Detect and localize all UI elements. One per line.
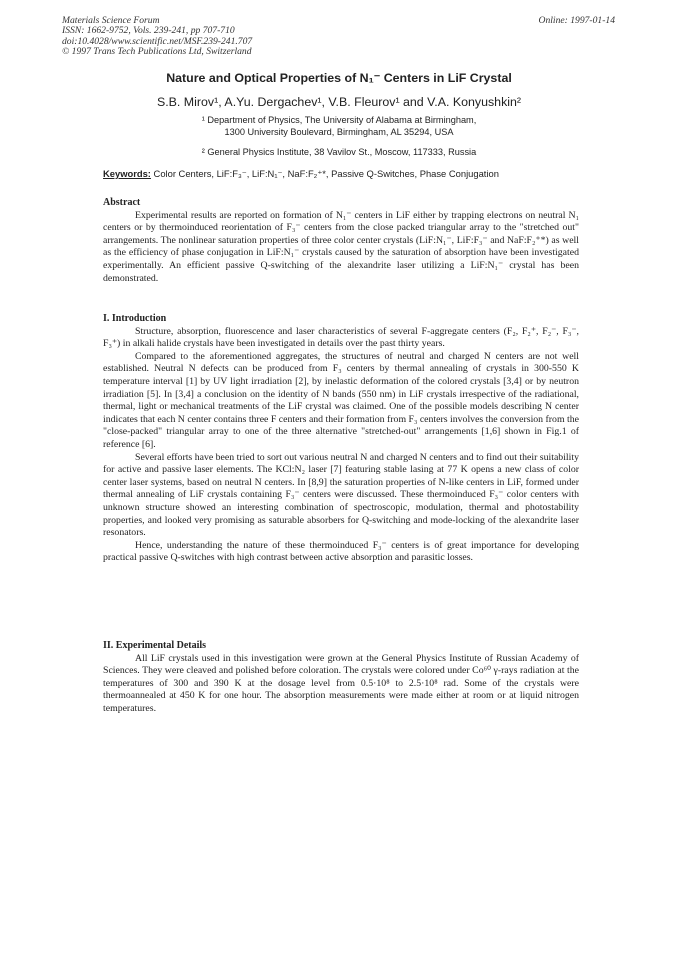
affiliation-2: ² General Physics Institute, 38 Vavilov St., Moscow, 117333, Russia xyxy=(201,147,477,157)
author-list: S.B. Mirov¹, A.Yu. Dergachev¹, V.B. Fleurov¹ and V.A. Konyushkin² xyxy=(156,95,522,109)
experimental-section xyxy=(103,640,579,716)
journal-header xyxy=(62,16,252,58)
affiliation-1 xyxy=(0,114,678,138)
affiliation-1-line-1: ¹ Department of Physics, The University of Alabama at Birmingham, xyxy=(201,115,477,125)
introduction-paragraph-3: Several efforts have been tried to sort out various neutral N and charged N centers and to find out their suitability for active and passive laser elements. The KCl:N₂ laser [7] featuring stable lasing at 77 K opens a new class of color center laser systems, based on neutral N centers. In [8,9] the saturation properties of N-like centers in LiF, formed under thermal annealing of LiF crystals containing F₃⁻ centers were discussed. These thermoinduced F₃⁻ color centers with unknown structure showed an interesting combination of spectroscopic, modulation, thermal and photostability properties, and looked very promising as saturable absorbers for Q-switching and mode-locking of the alexandrite laser resonators. xyxy=(103,451,579,539)
keywords-line xyxy=(103,168,583,180)
introduction-paragraph-1: Structure, absorption, fluorescence and laser characteristics of several F-aggregate centers (F₂, F₂⁺, F₂⁻, F₃⁻, F₃⁺) in alkali halide crystals have been investigated in details over the past thirty years. xyxy=(103,325,579,350)
introduction-paragraph-2: Compared to the aforementioned aggregates, the structures of neutral and charged N centers are not well established. Neutral N defects can be produced from F₃ centers by thermal annealing of crystals in 300-550 K temperature interval [1] by UV light irradiation [2], by inelastic deformation of the colored crystals [3,4] or by neutron irradiation [5]. In [3,4] a conclusion on the identity of N bands (550 nm) in LiF crystals irrespective of the radiational, thermal, light or mechanical treatments of the LiF crystal was claimed. One of the possible models describing N center indicates that each N center contains three F centers and their formation from F₃ centers involves the conversion from the "close-packed" triangular array to one of the three alternative "stretched-out" arrangements [1,6] shown in Fig.1 of reference [6]. xyxy=(103,350,579,450)
introduction-paragraph-4: Hence, understanding the nature of these thermoinduced F₃⁻ centers is of great importance for developing practical passive Q-switches with high contrast between active absorption and parasitic losses. xyxy=(103,539,579,564)
journal-name: Materials Science Forum xyxy=(62,15,160,26)
introduction-section xyxy=(103,313,579,565)
abstract-section xyxy=(103,197,579,285)
copyright-line: © 1997 Trans Tech Publications Ltd, Switzerland xyxy=(62,46,252,58)
abstract-heading: Abstract xyxy=(103,197,141,208)
paper-title: Nature and Optical Properties of N₁⁻ Centers in LiF Crystal xyxy=(166,71,512,85)
experimental-paragraph-1: All LiF crystals used in this investigation were grown at the General Physics Institute of Russian Academy of Sciences. They were cleaved and polished before coloration. The crystals were colored under Co⁶⁰ γ-rays radiation at the temperatures of 300 and 390 K at the dosage level from 0.5·10⁸ to 2.5·10⁸ rad. Some of the crystals were thermoannealed at 450 K for one hour. The absorption measurements were made either at room or at liquid nitrogen temperatures. xyxy=(103,652,579,714)
abstract-text: Experimental results are reported on formation of N₁⁻ centers in LiF either by trapping electrons on neutral N₁ centers or by thermoinduced reorientation of F₃⁻ centers from the close packed triangular array to the "stretched out" arrangements. The nonlinear saturation properties of three color center crystals (LiF:N₁⁻, LiF:F₃⁻ and NaF:F₂⁺*) as well as the efficiency of phase conjugation in LiF:N₁⁻ crystals caused by the saturation of absorption have been investigated experimentally. An efficient passive Q-switching of the alexandrite laser utilizing a LiF:N₁⁻ crystal has been demonstrated. xyxy=(103,209,579,284)
issn-line: ISSN: 1662-9752, Vols. 239-241, pp 707-710 xyxy=(62,25,235,37)
doi-line[interactable]: doi:10.4028/www.scientific.net/MSF.239-241.707 xyxy=(62,35,253,47)
experimental-heading: II. Experimental Details xyxy=(103,640,207,651)
introduction-heading: I. Introduction xyxy=(103,313,167,324)
online-date: Online: 1997-01-14 xyxy=(538,15,615,26)
affiliation-1-line-2: 1300 University Boulevard, Birmingham, AL 35294, USA xyxy=(224,127,454,138)
keywords-label: Keywords: xyxy=(103,168,151,179)
keywords-text: Color Centers, LiF:F₃⁻, LiF:N₁⁻, NaF:F₂⁺*, Passive Q-Switches, Phase Conjugation xyxy=(150,168,499,179)
